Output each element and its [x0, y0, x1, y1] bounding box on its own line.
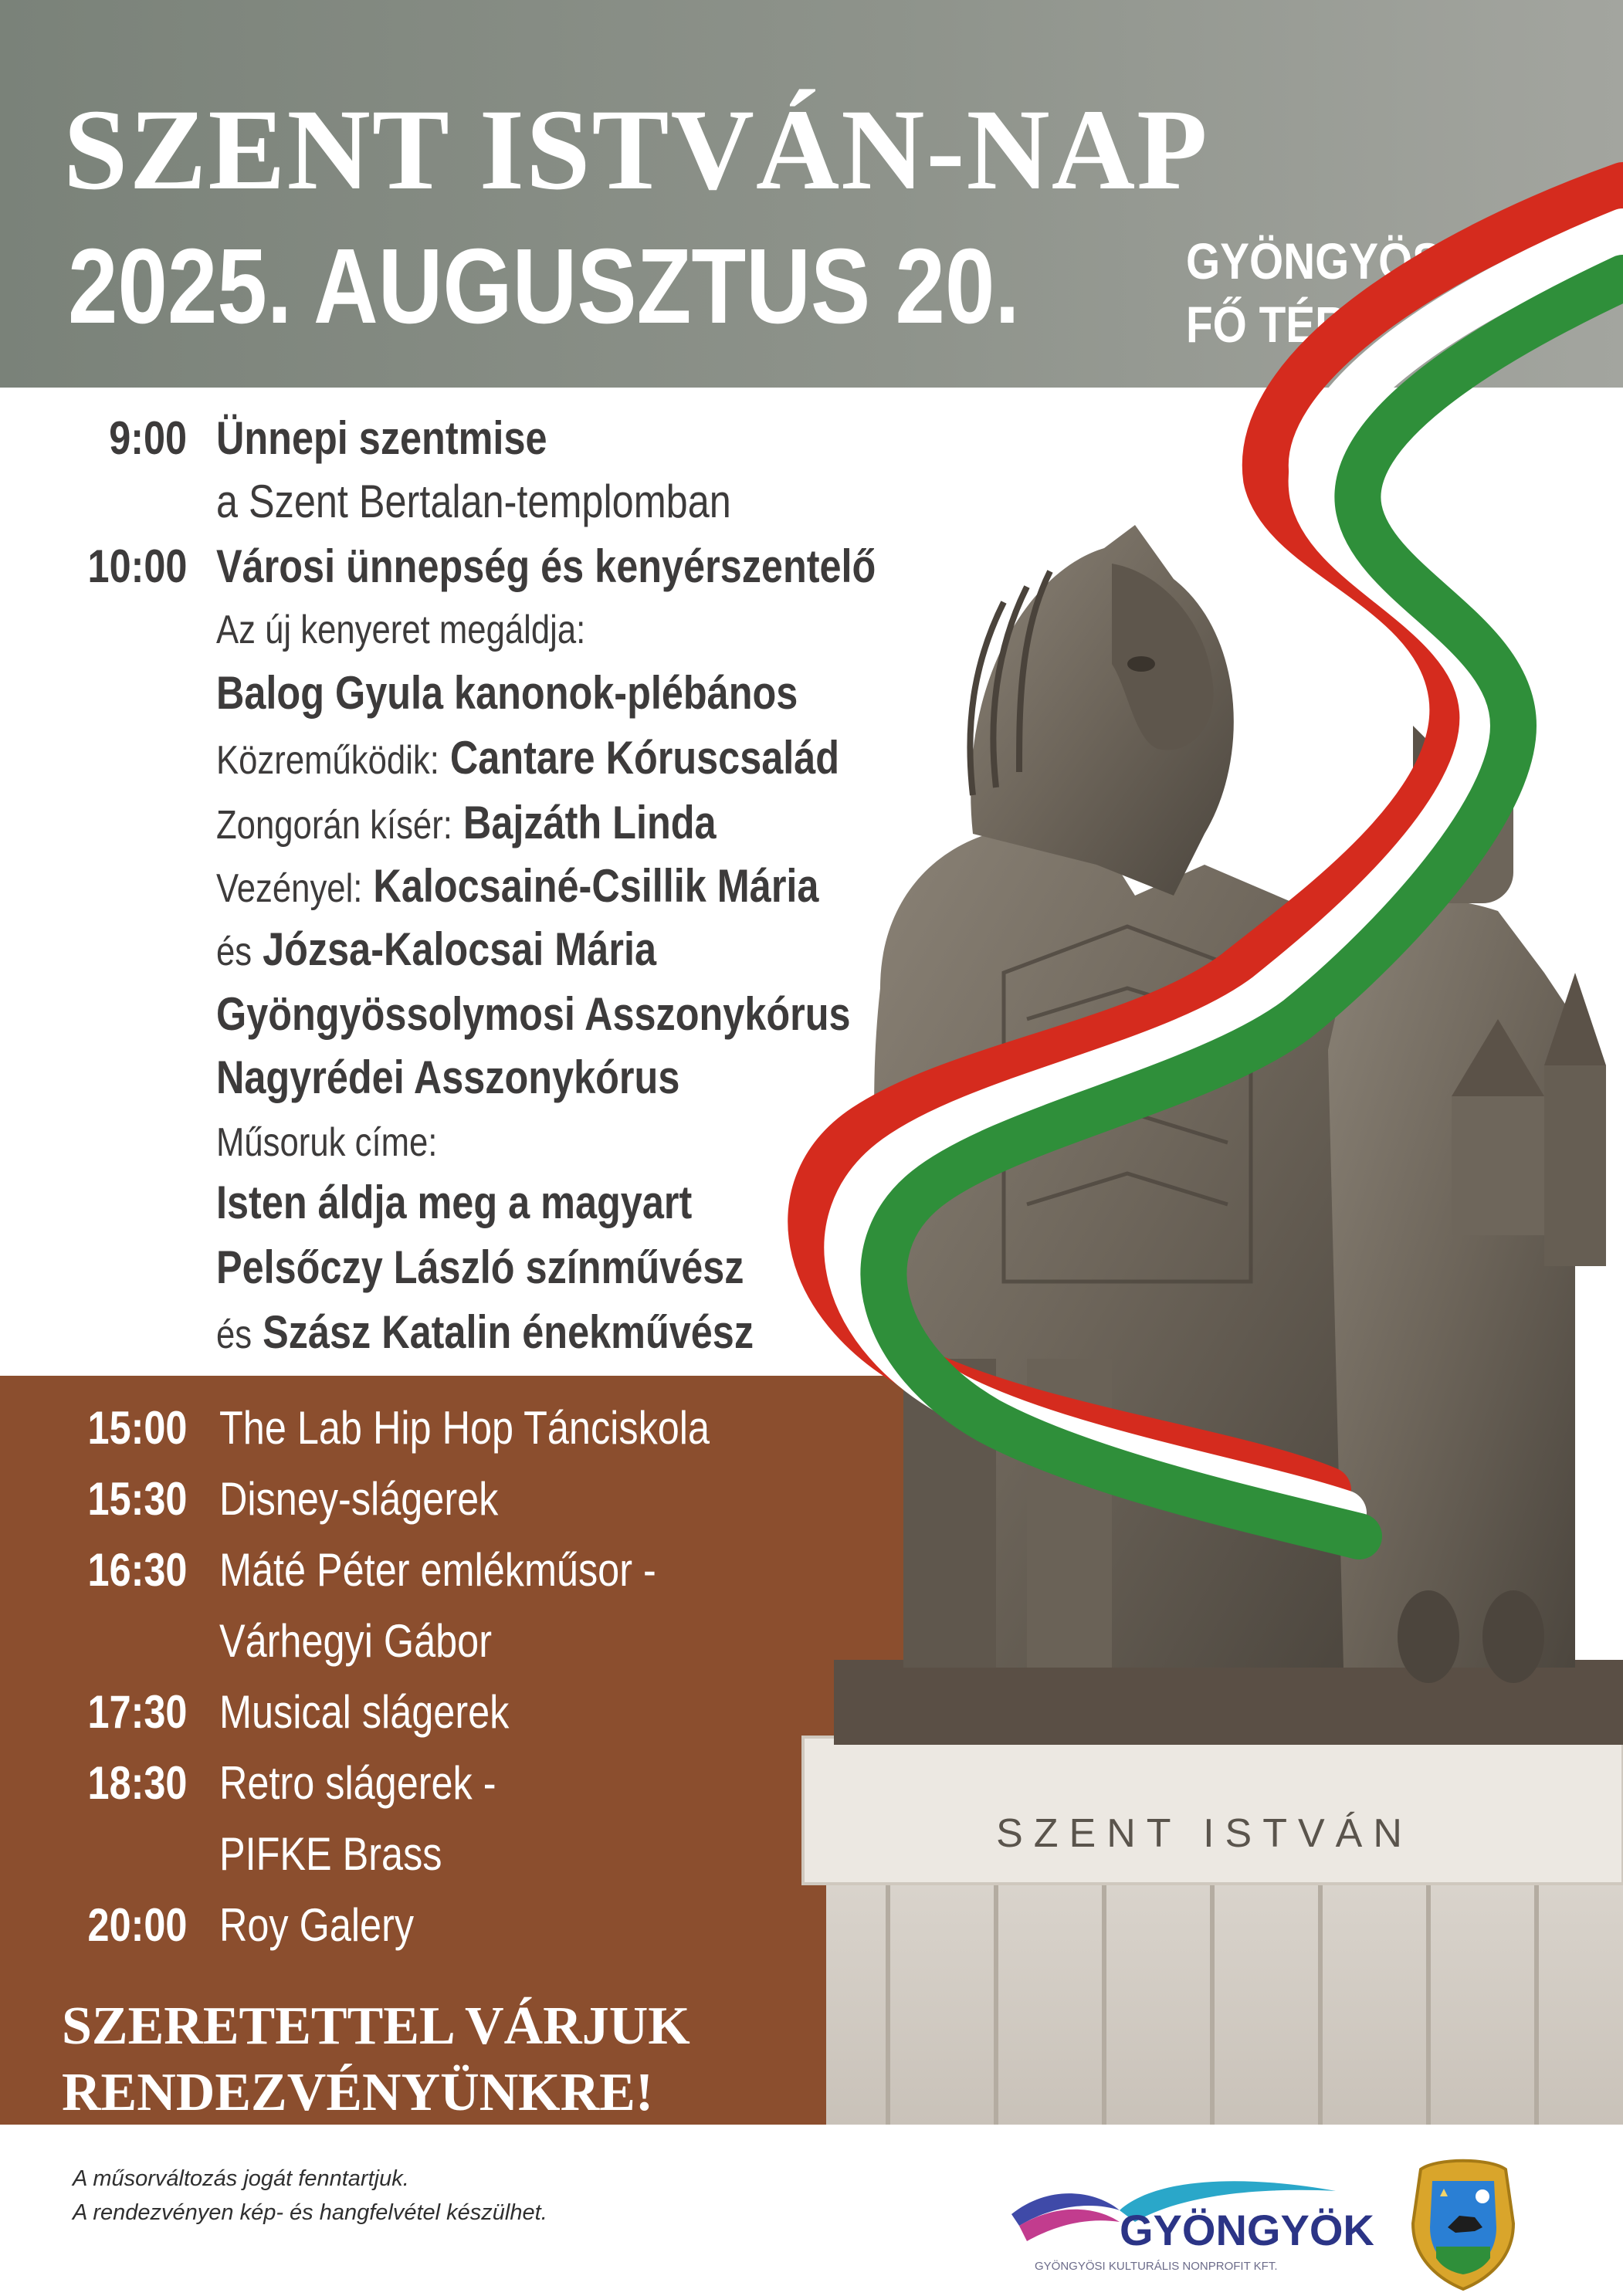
closing-line-2: RENDEZVÉNYÜNKRE! [62, 2063, 654, 2122]
closing-line-1: SZERETETTEL VÁRJUK [62, 1996, 690, 2056]
statue-illustration [772, 432, 1623, 2125]
time-15-00: 15:00 [87, 1402, 187, 1454]
blessing-label: Az új kenyeret megáldja: [216, 608, 586, 652]
and-label: és [216, 930, 252, 974]
closing-message [62, 1993, 690, 2126]
time-17-30: 17:30 [87, 1686, 187, 1738]
footer-note [73, 2162, 547, 2230]
page-title: SZENT ISTVÁN-NAP [63, 86, 1209, 214]
time-16-30: 16:30 [87, 1544, 187, 1596]
event-15-00: The Lab Hip Hop Tánciskola [219, 1402, 710, 1454]
footer-note-1: A műsorváltozás jogát fenntartjuk. [73, 2166, 409, 2191]
performer2-row [216, 1306, 754, 1358]
event-16-30-performer: Várhegyi Gábor [219, 1615, 492, 1667]
logo-name: GYÖNGYÖK [1120, 2206, 1374, 2254]
event-date: 2025. AUGUSZTUS 20. [68, 227, 1020, 346]
conductor-label: Vezényel: [216, 866, 363, 911]
time-20-00: 20:00 [87, 1899, 187, 1951]
footer-note-2: A rendezvényen kép- és hangfelvétel készülhet. [73, 2200, 547, 2225]
event-15-30: Disney-slágerek [219, 1473, 499, 1525]
cooperation-row [216, 732, 840, 784]
event-20-00: Roy Galery [219, 1899, 415, 1951]
and-label-2: és [216, 1312, 252, 1357]
location-city: GYÖNGYÖS, [1186, 232, 1454, 290]
performer-1: Pelsőczy László színművész [216, 1241, 744, 1293]
program-label: Műsoruk címe: [216, 1120, 438, 1165]
performer-2: Szász Katalin énekművész [263, 1306, 754, 1358]
event-18-30: Retro slágerek - [219, 1757, 496, 1809]
event-title-ceremony: Városi ünnepség és kenyérszentelő [216, 540, 876, 592]
piano-label: Zongorán kísér: [216, 803, 452, 848]
event-sub-mass: a Szent Bertalan-templomban [216, 476, 731, 527]
cooperation-label: Közreműködik: [216, 738, 439, 783]
choir-1: Gyöngyössolymosi Asszonykórus [216, 988, 851, 1040]
program-title: Isten áldja meg a magyart [216, 1177, 693, 1228]
statue-inscription: SZENT ISTVÁN [996, 1811, 1413, 1856]
event-16-30: Máté Péter emlékműsor - [219, 1544, 656, 1596]
time-9-00: 9:00 [109, 412, 187, 464]
conductor-row [216, 860, 819, 912]
choir-2: Nagyrédei Asszonykórus [216, 1051, 680, 1103]
event-17-30: Musical slágerek [219, 1686, 510, 1738]
blessing-name: Balog Gyula kanonok-plébános [216, 667, 798, 719]
conductor2-row [216, 923, 656, 975]
location-square: FŐ TÉR [1186, 296, 1347, 353]
gyongyok-logo [1004, 2168, 1374, 2276]
time-10-00: 10:00 [87, 540, 187, 592]
piano-name: Bajzáth Linda [463, 797, 717, 848]
time-18-30: 18:30 [87, 1757, 187, 1809]
event-title-mass: Ünnepi szentmise [216, 412, 547, 464]
conductor-name-2: Józsa-Kalocsai Mária [263, 923, 656, 975]
time-15-30: 15:30 [87, 1473, 187, 1525]
coat-of-arms-icon [1405, 2154, 1521, 2293]
event-18-30-performer: PIFKE Brass [219, 1828, 442, 1880]
conductor-name: Kalocsainé-Csillik Mária [373, 860, 819, 912]
cooperation-name: Cantare Kóruscsalád [449, 732, 840, 784]
piano-row [216, 797, 717, 848]
logo-subtitle: GYÖNGYÖSI KULTURÁLIS NONPROFIT KFT. [1035, 2260, 1278, 2273]
